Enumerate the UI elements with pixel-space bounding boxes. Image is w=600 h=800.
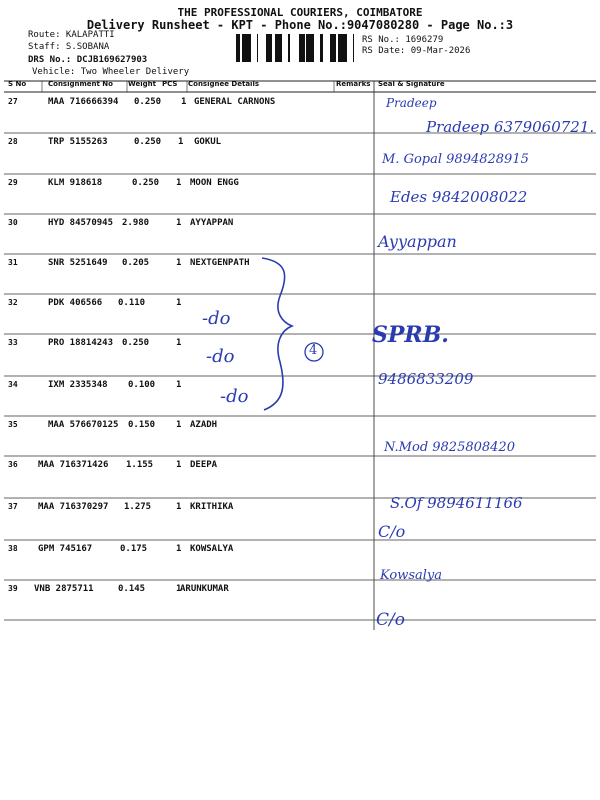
col-header-seal: Seal & Signature [378, 80, 445, 88]
pcs-cell: 1 [176, 380, 182, 390]
consignee-cell: KRITHIKA [190, 502, 234, 512]
weight-cell: 0.100 [128, 380, 156, 390]
consignment-cell: TRP 5155263 [48, 137, 108, 147]
signature-39: C/o [376, 610, 405, 630]
pcs-cell: 1 [176, 460, 182, 470]
pcs-cell: 1 [176, 338, 182, 348]
col-header-pcs: PCS [162, 80, 178, 88]
col-header-weight: Weight [128, 80, 156, 88]
weight-cell: 0.250 [132, 178, 160, 188]
group-count: 4 [309, 343, 318, 358]
weight-cell: 0.110 [118, 298, 146, 308]
route-label: Route: KALAPATTI [28, 30, 115, 40]
rs-number: RS No.: 1696279 [362, 35, 444, 45]
consignment-cell: HYD 84570945 [48, 218, 114, 228]
col-header-remarks: Remarks [336, 80, 371, 88]
signature-37: S.Of 9894611166 [390, 494, 523, 512]
signature-36: N.Mod 9825808420 [384, 440, 515, 455]
consignment-cell: MAA 576670125 [48, 420, 119, 430]
sno-cell: 29 [8, 178, 18, 187]
signature-30: Ayyappan [378, 232, 457, 251]
sno-cell: 35 [8, 420, 18, 429]
consignee-cell: KOWSALYA [190, 544, 234, 554]
signature-28: M. Gopal 9894828915 [382, 152, 529, 167]
sno-cell: 36 [8, 460, 18, 469]
pcs-cell: 1 [181, 97, 187, 107]
consignee-cell: AZADH [190, 420, 218, 430]
col-header-sno: S No [8, 80, 27, 88]
care-of-37: C/o [378, 522, 406, 541]
pcs-cell: 1 [176, 420, 182, 430]
sno-cell: 31 [8, 258, 18, 267]
consignment-cell: MAA 716371426 [38, 460, 109, 470]
weight-cell: 0.250 [134, 137, 162, 147]
weight-cell: 1.275 [124, 502, 152, 512]
ditto-mark-34: -do [220, 386, 249, 407]
runsheet-subtitle: Delivery Runsheet - KPT - Phone No.:9047080280 - Page No.:3 [86, 18, 514, 32]
consignment-cell: GPM 745167 [38, 544, 93, 554]
weight-cell: 0.250 [122, 338, 150, 348]
drs-label: DRS No.: DCJB169627903 [28, 55, 148, 65]
rs-date: RS Date: 09-Mar-2026 [362, 46, 471, 56]
ditto-mark-33: -do [206, 346, 235, 367]
col-header-consignee: Consignee Details [188, 80, 260, 88]
weight-cell: 0.205 [122, 258, 150, 268]
consignment-cell: MAA 716370297 [38, 502, 109, 512]
consignee-cell: MOON ENGG [190, 178, 239, 188]
sno-cell: 32 [8, 298, 18, 307]
signature-33: SPRB. [372, 322, 449, 348]
signature-27: Pradeep 6379060721. [426, 118, 595, 136]
pcs-cell: 1 [176, 258, 182, 268]
col-header-consignment: Consignment No [48, 80, 113, 88]
consignment-cell: PRO 18814243 [48, 338, 114, 348]
company-title: THE PROFESSIONAL COURIERS, COIMBATORE [177, 6, 423, 19]
pcs-cell: 1 [176, 178, 182, 188]
sno-cell: 39 [8, 584, 18, 593]
consignee-cell: AYYAPPAN [190, 218, 234, 228]
signature-27-name: Pradeep [386, 96, 437, 110]
consignment-cell: VNB 2875711 [34, 584, 94, 594]
weight-cell: 0.175 [120, 544, 148, 554]
signature-38: Kowsalya [380, 568, 442, 583]
consignee-cell: GOKUL [194, 137, 222, 147]
sno-cell: 37 [8, 502, 18, 511]
weight-cell: 0.150 [128, 420, 156, 430]
sno-cell: 27 [8, 97, 18, 106]
consignment-cell: IXM 2335348 [48, 380, 108, 390]
sno-cell: 38 [8, 544, 18, 553]
pcs-cell: 1 [176, 502, 182, 512]
pcs-cell: 1 [176, 544, 182, 554]
weight-cell: 0.250 [134, 97, 162, 107]
consignment-cell: MAA 716666394 [48, 97, 119, 107]
signature-29: Edes 9842008022 [390, 188, 528, 206]
weight-cell: 2.980 [122, 218, 150, 228]
consignee-cell: DEEPA [190, 460, 218, 470]
sno-cell: 33 [8, 338, 18, 347]
weight-cell: 1.155 [126, 460, 154, 470]
pcs-cell: 1 [176, 298, 182, 308]
consignee-cell: ARUNKUMAR [180, 584, 229, 594]
sno-cell: 28 [8, 137, 18, 146]
pcs-cell: 1 [176, 584, 182, 594]
signature-34: 9486833209 [378, 370, 474, 388]
sno-cell: 30 [8, 218, 18, 227]
consignment-cell: SNR 5251649 [48, 258, 108, 268]
consignee-cell: GENERAL CARNONS [194, 97, 276, 107]
pcs-cell: 1 [176, 218, 182, 228]
sno-cell: 34 [8, 380, 18, 389]
staff-label: Staff: S.SOBANA [28, 42, 110, 52]
weight-cell: 0.145 [118, 584, 146, 594]
consignment-cell: KLM 918618 [48, 178, 103, 188]
pcs-cell: 1 [178, 137, 184, 147]
consignment-cell: PDK 406566 [48, 298, 103, 308]
consignee-cell: NEXTGENPATH [190, 258, 250, 268]
vehicle-label: Vehicle: Two Wheeler Delivery [32, 67, 190, 77]
ditto-mark-32: -do [202, 308, 231, 329]
